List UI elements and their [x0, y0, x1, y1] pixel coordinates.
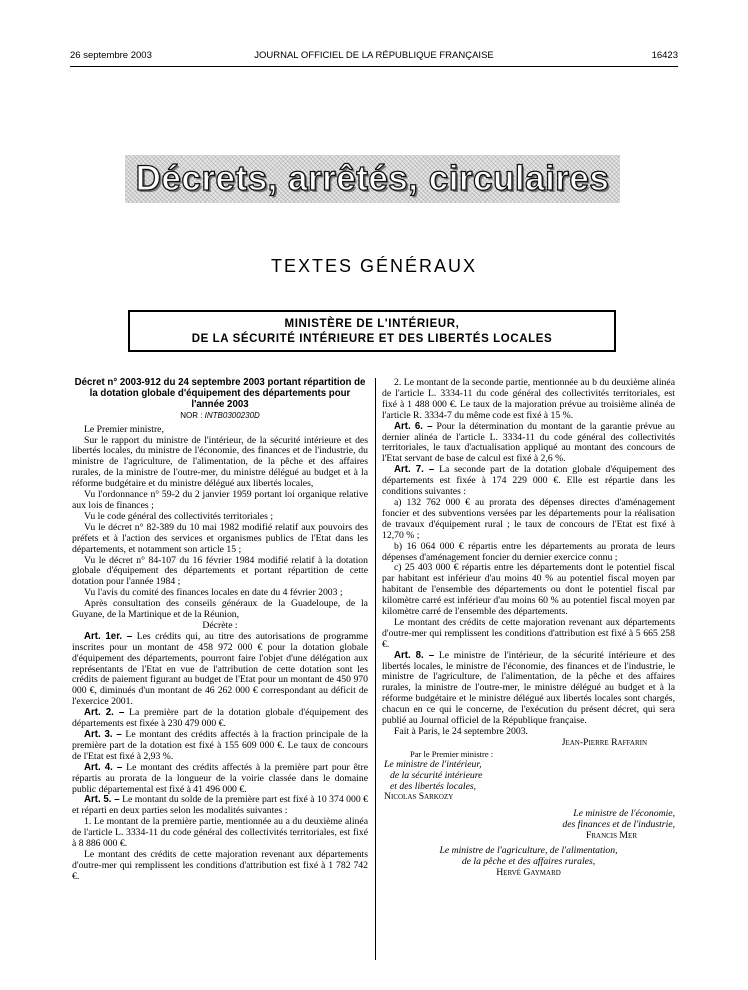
paragraph: a) 132 762 000 € au prorata des dépenses directes d'aménagement foncier et des subventions versées par les départements pour la réalisation de travaux d'équipement rural ; le taux de concours de l'Etat est fixé à 12,70 % ; [382, 496, 675, 541]
ministry-box [128, 310, 616, 352]
paragraph: b) 16 064 000 € répartis entre les départements au prorata de leurs dépenses d'aménagement foncier du dernier exercice connu ; [382, 540, 675, 563]
article [382, 422, 675, 466]
preamble [72, 425, 368, 621]
paragraph: Vu le décret n° 84-107 du 16 février 1984 modifié relatif à la dotation globale d'équipement des départements et portant répartition de cette dotation pour l'année 1984 ; [72, 554, 368, 588]
by-pm: Par le Premier ministre : [410, 748, 494, 759]
paragraph: Vu l'avis du comité des finances locales en date du 4 février 2003 ; [84, 587, 343, 599]
article-text: Le montant des crédits affectés à la fraction principale de la première part de la dotation est fixé à 155 609 000 €. Le taux de concours de l'Etat est fixé à 2,93 %. [72, 729, 368, 762]
paragraph: 2. Le montant de la seconde partie, mentionnée au b du deuxième alinéa de l'article L. 3334-11 du code général des collectivités territoriales, est fixé à 1 488 000 €. Le taux de la majoration prévue au troisième alinéa de l'article R. 3334-7 du même code est fixé à 15 %. [382, 377, 675, 421]
article-5-part-2 [382, 378, 675, 422]
article-7-items [382, 498, 675, 651]
ministry-line-2: DE LA SÉCURITÉ INTÉRIEURE ET DES LIBERTÉS LOCALES [191, 333, 553, 345]
header-date: 26 septembre 2003 [70, 50, 152, 61]
article-label: Art. 2. – [84, 707, 125, 719]
decree-nor [72, 411, 368, 422]
left-column [72, 378, 368, 883]
paragraph: Sur le rapport du ministre de l'intérieur, de la sécurité intérieure et des libertés locales, du ministre de l'économie, des finances et de l'industrie, du ministre de l'agriculture, de l'alimentation, de la pêche et des affaires rurales, de la ministre de l'outre-mer, du ministre délégué au budget et à la réforme budgétaire et du ministre délégué aux libertés locales, [72, 434, 368, 490]
article-text: La seconde part de la dotation globale d'équipement des départements est fixée à 174 229 000 €. Elle est répartie dans les conditions suivantes : [382, 464, 675, 498]
right-column [382, 378, 675, 879]
agri-role-1: Le ministre de l'agriculture, de l'alimentation, [439, 845, 618, 857]
interior-role-3: et des libertés locales, [390, 780, 477, 792]
article-label: Art. 1er. – [84, 630, 133, 642]
section-title: TEXTES GÉNÉRAUX [270, 256, 478, 276]
interior-role-1: Le ministre de l'intérieur, [384, 758, 482, 770]
agriculture-signature-block [382, 846, 675, 879]
article-8-text: Le ministre de l'intérieur, de la sécurité intérieure et des libertés locales, le ministre de l'économie, des finances et de l'industrie, le ministre de l'agriculture, de l'alimentation, de la pêche et des affaires rurales, la ministre de l'outre-mer, le ministre délégué au budget et à la réforme budgétaire et le ministre délégué aux libertés locales sont chargés, chacun en ce qui le concerne, de l'exécution du présent décret, qui sera publié au Journal officiel de la République française. [382, 649, 675, 727]
paragraph: Vu le décret n° 82-389 du 10 mai 1982 modifié relatif aux pouvoirs des préfets et à l'action des services et organismes publics de l'Etat dans les départements, et notamment son article 15 ; [72, 521, 368, 555]
article-label: Art. 7. – [394, 464, 435, 476]
article-text: Le montant des crédits affectés à la première part pour être répartis au prorata de la longueur de la voirie classée dans le domaine public départemental est fixé à 41 496 000 €. [72, 761, 368, 795]
agri-name: Hervé Gaymard [496, 866, 561, 878]
article-text: La première part de la dotation globale d'équipement des départements est fixée à 230 479 000 €. [72, 707, 369, 730]
interior-role-2: de la sécurité intérieure [390, 769, 483, 781]
article-text: Le montant du solde de la première part est fixé à 10 374 000 € et réparti en deux parties selon les modalités suivantes : [72, 794, 369, 817]
economy-name: Francis Mer [585, 830, 637, 842]
paragraph: Après consultation des conseils généraux de la Guadeloupe, de la Guyane, de la Martinique et de la Réunion, [72, 598, 368, 621]
column-separator [375, 378, 376, 960]
economy-role-2: des finances et de l'industrie, [562, 819, 675, 831]
paragraph: Le montant des crédits de cette majoration revenant aux départements d'outre-mer qui remplissent les conditions d'attribution est fixé à 5 665 258 €. [382, 616, 675, 650]
article [72, 632, 368, 708]
nor-label: NOR : [180, 410, 203, 420]
article [72, 730, 368, 763]
interior-signature-block [384, 760, 675, 804]
article [72, 795, 368, 817]
article-label: Art. 4. – [84, 761, 123, 773]
ministry-line-1: MINISTÈRE DE L'INTÉRIEUR, [284, 318, 460, 330]
paragraph: Le Premier ministre, [84, 423, 164, 435]
header-page-number: 16423 [651, 50, 678, 61]
paragraph: Vu le code général des collectivités territoriales ; [84, 510, 274, 522]
section-banner [125, 155, 620, 203]
header-rule [70, 66, 678, 67]
place-date: Fait à Paris, le 24 septembre 2003. [394, 726, 528, 737]
article-label: Art. 5. – [84, 794, 120, 806]
article-text: Pour la détermination du montant de la garantie prévue au dernier alinéa de l'article L. 3334-11 du code général des collectivités territoriales, le taux d'actualisation appliqué au montant des concours de l'Etat servant de base de calcul est fixé à 2,6 %. [382, 420, 675, 465]
header-journal-title: JOURNAL OFFICIEL DE LA RÉPUBLIQUE FRANÇAISE [254, 50, 494, 61]
decree-title: Décret n° 2003-912 du 24 septembre 2003 portant répartition de la dotation globale d'équipement des départements pour l'année 2003 [74, 377, 366, 410]
article [72, 708, 368, 730]
agri-role-2: de la pêche et des affaires rurales, [461, 855, 596, 867]
decrete-label: Décrète : [202, 619, 238, 631]
article [382, 465, 675, 498]
nor-value: INTB0300230D [204, 410, 260, 420]
article-text: Les crédits qui, au titre des autorisations de programme inscrites pour un montant de 458 972 000 € pour la dotation globale d'équipement des départements, pourront faire l'objet d'une délégation aux représentants de l'Etat en vue de l'attribution de cette dotation sont les crédits de paiement figurant au budget de l'Etat pour un montant de 450 970 000 €, diminués d'un montant de 46 262 000 € correspondant au déficit de l'exercice 2001. [72, 630, 369, 708]
paragraph: 1. Le montant de la première partie, mentionnée au a du deuxième alinéa de l'article L. 3334-11 du code général des collectivités territoriales, est fixé à 8 886 000 €. [72, 816, 368, 850]
paragraph: Le montant des crédits de cette majoration revenant aux départements d'outre-mer qui remplissent les conditions d'attribution est fixé à 1 782 742 €. [72, 848, 368, 882]
pm-signature: Jean-Pierre Raffarin [561, 736, 647, 748]
page-header [70, 50, 678, 64]
paragraph: c) 25 403 000 € répartis entre les départements dont le potentiel fiscal par habitant est inférieur d'au moins 40 % au potentiel fiscal moyen par habitant de l'ensemble des départements ou dont le potentiel fiscal par kilomètre carré est inférieur d'au moins 60 % au potentiel fiscal moyen par kilomètre carré de l'ensemble des départements. [382, 562, 675, 618]
banner-title: Décrets, arrêtés, circulaires [135, 159, 610, 198]
interior-name: Nicolas Sarkozy [384, 791, 454, 803]
economy-signature-block [382, 809, 675, 842]
article-5-details [72, 817, 368, 882]
paragraph: Vu l'ordonnance n° 59-2 du 2 janvier 1959 portant loi organique relative aux lois de finances ; [72, 489, 368, 511]
article-8-label: Art. 8. – [394, 649, 435, 661]
economy-role-1: Le ministre de l'économie, [573, 808, 675, 820]
article [72, 763, 368, 796]
article-label: Art. 3. – [84, 729, 122, 740]
articles-left [72, 632, 368, 817]
article-8 [382, 651, 675, 727]
articles-right [382, 422, 675, 498]
article-label: Art. 6. – [394, 420, 433, 432]
